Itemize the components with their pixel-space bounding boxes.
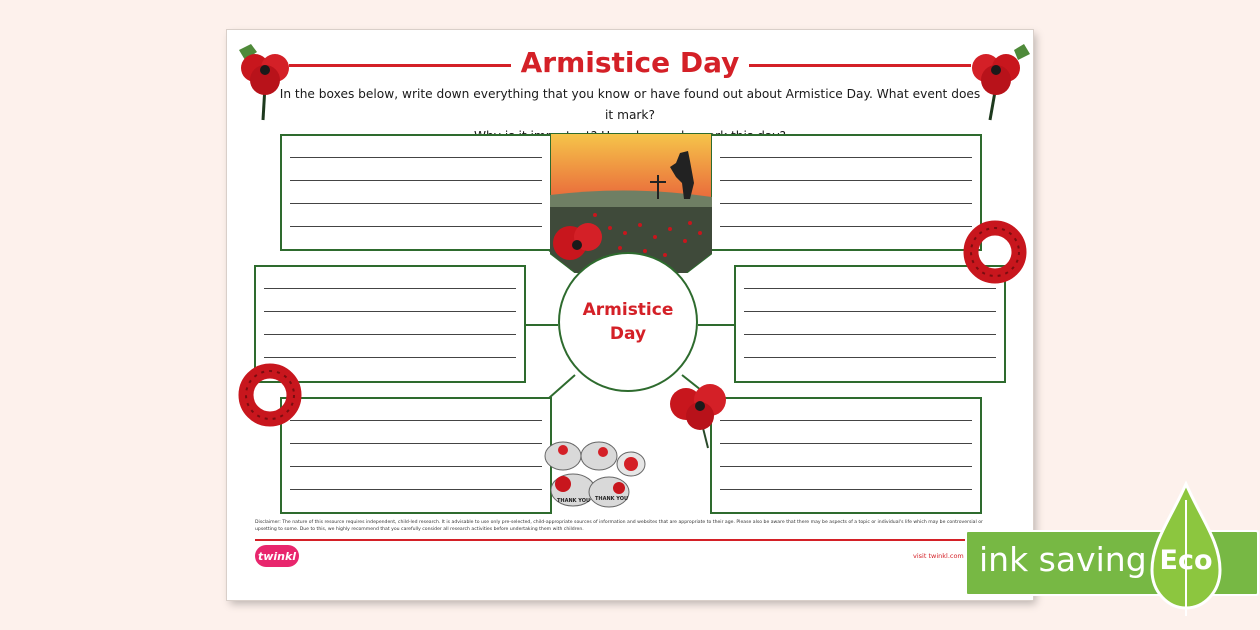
writing-line	[720, 489, 972, 490]
instructions-line-1: In the boxes below, write down everything that you know or have found out about Armistice Day. What event does it mark?	[279, 87, 981, 122]
writing-line	[290, 226, 542, 227]
writing-line	[290, 420, 542, 421]
writing-line	[720, 226, 972, 227]
hub-label-line-1: Armistice	[582, 300, 674, 320]
writing-box-top-right[interactable]	[710, 134, 982, 251]
hub-label	[573, 298, 683, 346]
writing-line	[290, 466, 542, 467]
writing-line	[720, 420, 972, 421]
writing-line	[290, 489, 542, 490]
eco-badge-text: ink saving	[979, 540, 1147, 579]
writing-line	[720, 180, 972, 181]
eco-label: Eco	[1159, 545, 1213, 576]
writing-line	[264, 288, 516, 289]
writing-line	[264, 357, 516, 358]
writing-line	[720, 203, 972, 204]
writing-box-bottom-left[interactable]	[280, 397, 552, 514]
poppy-wreath-left-icon	[238, 363, 302, 427]
writing-line	[744, 311, 996, 312]
poppy-flower-icon	[660, 374, 740, 450]
writing-line	[720, 466, 972, 467]
stone-text-2: THANK YOU	[595, 496, 629, 502]
page-title: Armistice Day	[520, 46, 740, 79]
painted-stones-image	[543, 434, 653, 518]
writing-box-top-left[interactable]	[280, 134, 552, 251]
writing-line	[290, 203, 542, 204]
writing-line	[744, 288, 996, 289]
hub-label-line-2: Day	[609, 324, 647, 344]
writing-line	[264, 311, 516, 312]
worksheet-page	[227, 30, 1033, 600]
central-hub	[558, 252, 698, 392]
writing-line	[290, 157, 542, 158]
twinkl-logo: twinkl	[255, 545, 299, 567]
writing-line	[264, 334, 516, 335]
writing-line	[720, 157, 972, 158]
writing-line	[290, 443, 542, 444]
writing-box-bottom-right[interactable]	[710, 397, 982, 514]
footer-link[interactable]: visit twinkl.com	[913, 552, 964, 560]
poppy-wreath-right-icon	[963, 220, 1027, 284]
writing-line	[720, 443, 972, 444]
writing-line	[744, 334, 996, 335]
footer-rule	[255, 539, 1005, 541]
disclaimer-text: Disclaimer: The nature of this resource requires independent, child-led research. It is advisable to use only pre-selected, child-appropriate sources of information and websites that are appropriate to their age. Please also be aware that there may be aspects of a topic or individual's life which may be controversial or upsetting to some. Due to this, we highly recommend that you carefully consider all research activities before undertaking them with children.	[255, 520, 983, 532]
stone-text-1: THANK YOU	[557, 498, 591, 504]
writing-line	[290, 180, 542, 181]
writing-line	[744, 357, 996, 358]
